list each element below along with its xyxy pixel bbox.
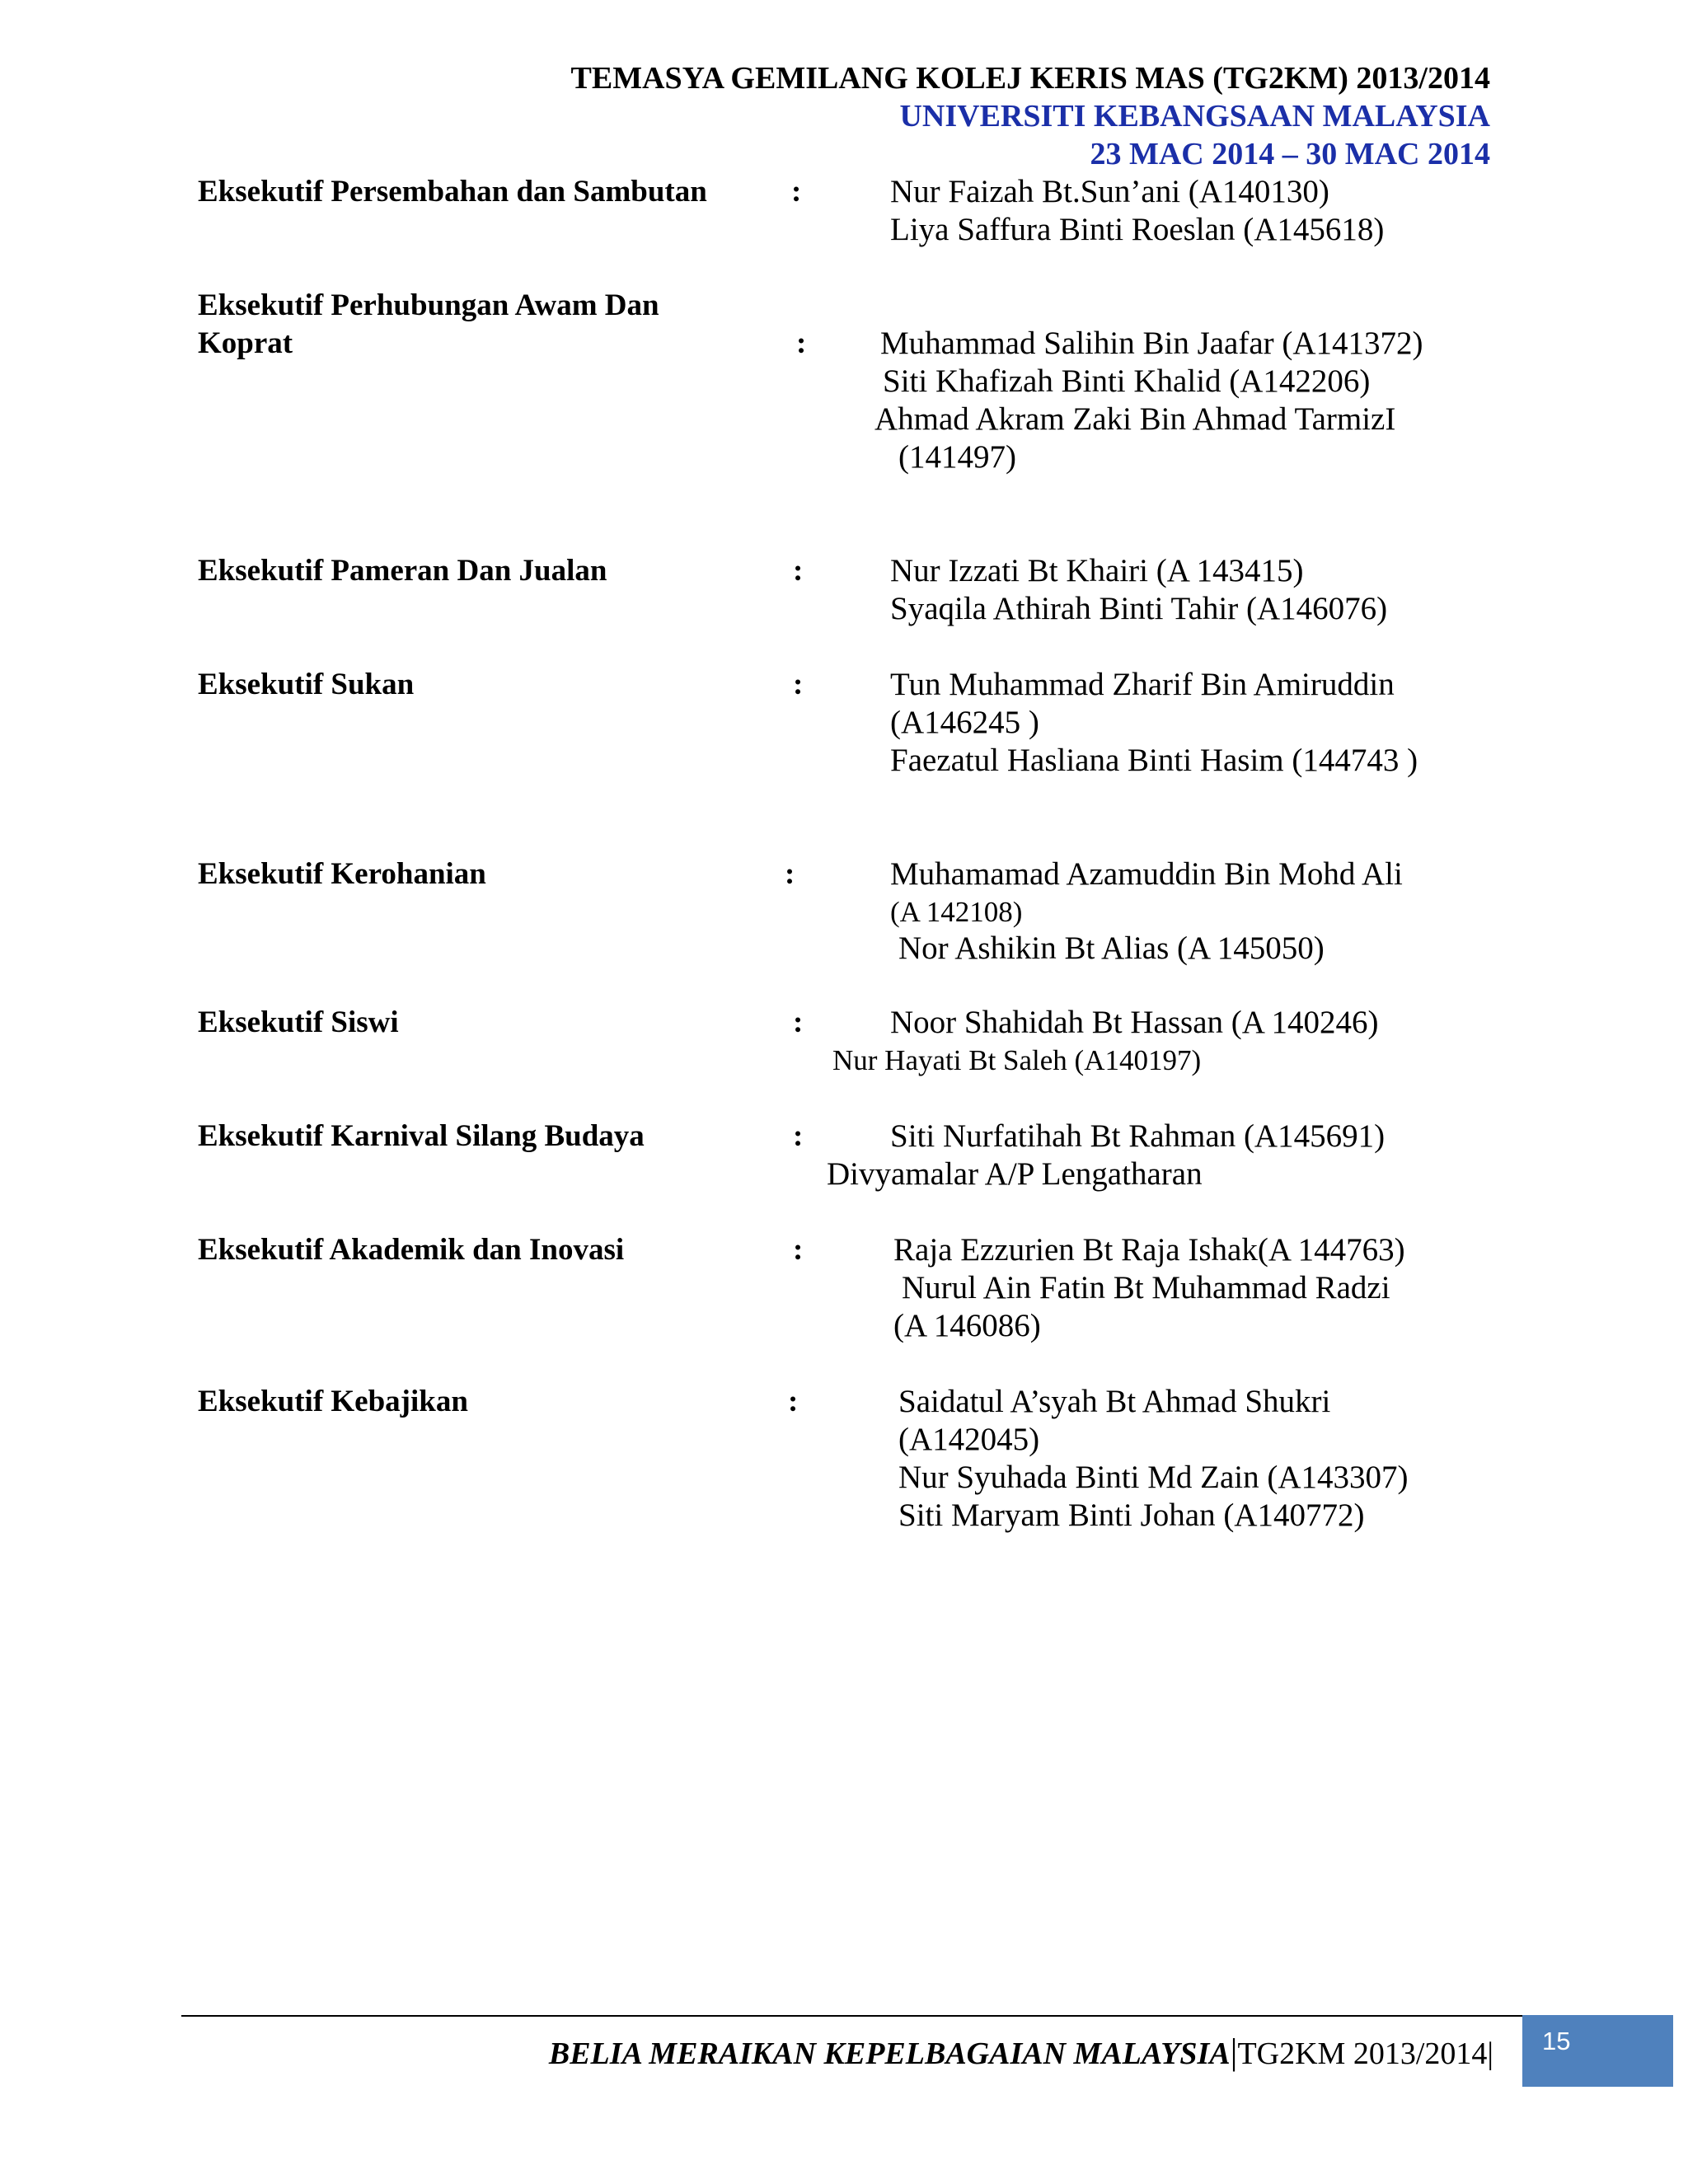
section-label: Eksekutif Akademik dan Inovasi	[198, 1233, 625, 1267]
section-colon: :	[796, 326, 807, 360]
footer-separator: |	[1230, 2032, 1238, 2072]
member-name: (A 142108)	[890, 896, 1023, 928]
section-label: Eksekutif Kebajikan	[198, 1385, 468, 1418]
document-header	[571, 59, 1491, 173]
member-name: Siti Nurfatihah Bt Rahman (A145691)	[890, 1118, 1386, 1154]
header-title: TEMASYA GEMILANG KOLEJ KERIS MAS (TG2KM) 2013/2014	[570, 61, 1490, 96]
section-colon: :	[793, 1005, 804, 1039]
member-name: Saidatul A’syah Bt Ahmad Shukri	[898, 1384, 1331, 1419]
member-name: Nur Syuhada Binti Md Zain (A143307)	[898, 1460, 1409, 1495]
section-label: Eksekutif Karnival Silang Budaya	[198, 1119, 645, 1153]
member-name: Nur Hayati Bt Saleh (A140197)	[832, 1044, 1202, 1076]
footer-motto: BELIA MERAIKAN KEPELBAGAIAN MALAYSIA	[548, 2036, 1231, 2071]
section-colon: :	[793, 554, 804, 588]
section-label: Eksekutif Pameran Dan Jualan	[198, 554, 607, 588]
section-label: Koprat	[198, 326, 293, 360]
section-colon: :	[793, 1233, 804, 1267]
section-label: Eksekutif Sukan	[198, 668, 415, 701]
member-name: Nurul Ain Fatin Bt Muhammad Radzi	[902, 1270, 1390, 1305]
member-name: Muhammad Salihin Bin Jaafar (A141372)	[880, 326, 1423, 361]
page-number-box	[1522, 2015, 1673, 2087]
section-colon: :	[785, 857, 795, 891]
member-name: (A142045)	[898, 1422, 1040, 1457]
member-name: Faezatul Hasliana Binti Hasim (144743 )	[890, 743, 1418, 778]
page-footer	[549, 2032, 1493, 2074]
member-name: Nur Faizah Bt.Sun’ani (A140130)	[890, 174, 1329, 209]
header-university: UNIVERSITI KEBANGSAAN MALAYSIA	[899, 99, 1490, 134]
member-name: Syaqila Athirah Binti Tahir (A146076)	[890, 591, 1388, 626]
member-name: Tun Muhammad Zharif Bin Amiruddin	[890, 667, 1395, 702]
section-colon: :	[793, 1119, 804, 1153]
member-name: (141497)	[898, 439, 1016, 475]
member-name: Muhamamad Azamuddin Bin Mohd Ali	[890, 856, 1403, 892]
member-name: Siti Khafizah Binti Khalid (A142206)	[883, 363, 1371, 399]
section-colon: :	[791, 175, 802, 209]
header-dates: 23 MAC 2014 – 30 MAC 2014	[1090, 137, 1490, 171]
member-name: Liya Saffura Binti Roeslan (A145618)	[890, 212, 1385, 247]
member-name: Noor Shahidah Bt Hassan (A 140246)	[890, 1005, 1379, 1040]
section-label: Eksekutif Perhubungan Awam Dan	[198, 288, 659, 322]
section-label: Eksekutif Kerohanian	[198, 857, 486, 891]
member-name: Ahmad Akram Zaki Bin Ahmad TarmizI	[874, 401, 1396, 437]
member-name: Raja Ezzurien Bt Raja Ishak(A 144763)	[893, 1232, 1405, 1268]
section-label: Eksekutif Siswi	[198, 1005, 399, 1039]
footer-divider	[181, 2015, 1673, 2017]
member-name: Nur Izzati Bt Khairi (A 143415)	[890, 553, 1304, 588]
member-name: (A146245 )	[890, 705, 1039, 740]
section-colon: :	[788, 1385, 799, 1418]
page-number: 15	[1542, 2027, 1571, 2055]
footer-code: TG2KM 2013/2014|	[1237, 2036, 1493, 2071]
member-name: (A 146086)	[893, 1308, 1041, 1343]
member-name: Siti Maryam Binti Johan (A140772)	[898, 1497, 1365, 1533]
member-name: Divyamalar A/P Lengatharan	[827, 1156, 1203, 1192]
member-name: Nor Ashikin Bt Alias (A 145050)	[898, 930, 1325, 966]
section-label: Eksekutif Persembahan dan Sambutan	[198, 175, 707, 209]
section-colon: :	[793, 668, 804, 701]
